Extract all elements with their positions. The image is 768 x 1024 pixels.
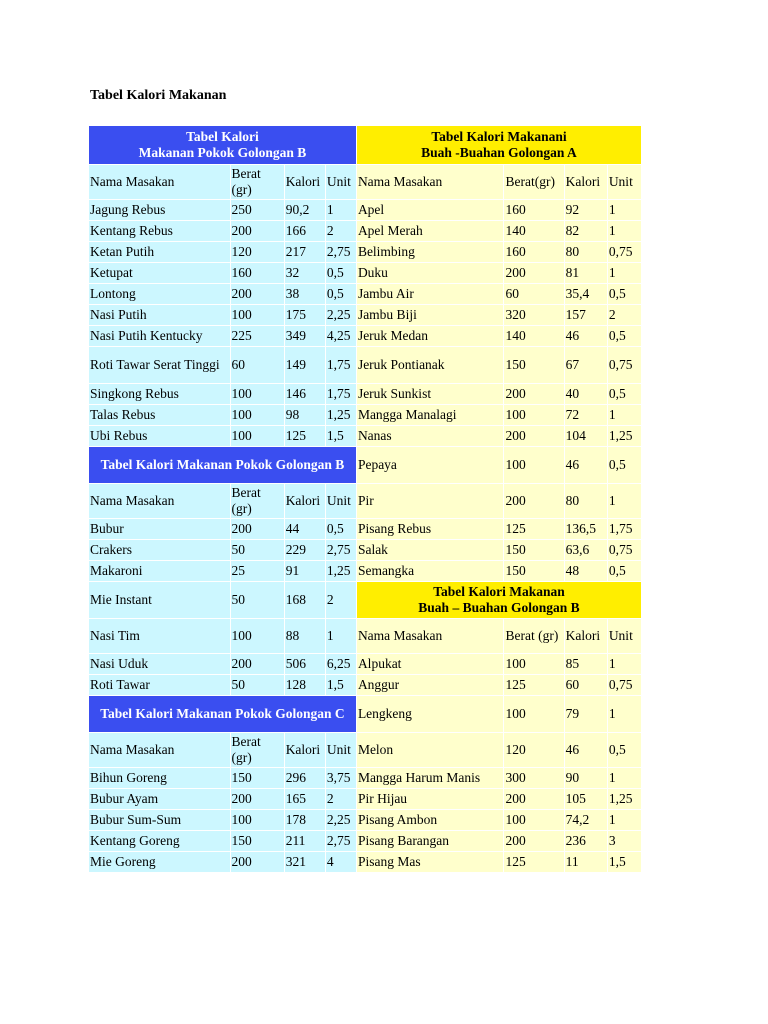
left-cell-unit: Unit [326,733,356,767]
right-cell-weight: 200 [504,484,563,518]
right-cell-weight: 100 [504,447,563,483]
right-cell-calories: 63,6 [565,540,607,560]
left-cell-weight: 100 [231,305,284,325]
right-cell-unit: 0,5 [608,384,641,404]
left-cell-unit: 3,75 [326,768,356,788]
right-cell-name: Pir [357,484,504,518]
right-cell-unit: 1 [608,810,641,830]
left-cell-calories: Kalori [285,484,325,518]
left-cell-name: Nasi Putih Kentucky [89,326,230,346]
section-header-line: Tabel Kalori [186,129,259,144]
left-cell-unit: 2 [326,582,356,618]
right-cell-unit: 0,5 [608,561,641,581]
left-cell-calories: 149 [285,347,325,383]
table-row [89,447,641,483]
table-row [89,326,641,346]
left-cell-name: Kentang Rebus [89,221,230,241]
left-cell-calories: 168 [285,582,325,618]
table-row [89,221,641,241]
left-cell-unit: 0,5 [326,263,356,283]
section-header-line: Tabel Kalori Makanan [433,584,565,599]
table-row [89,733,641,767]
table-row [89,675,641,695]
left-cell-calories: 175 [285,305,325,325]
right-cell-name: Alpukat [357,654,504,674]
right-cell-name: Apel Merah [357,221,504,241]
right-cell-weight: 125 [504,675,563,695]
left-cell-unit: 6,25 [326,654,356,674]
right-cell-calories: 46 [565,326,607,346]
right-cell-name: Jeruk Sunkist [357,384,504,404]
right-cell-weight: 300 [504,768,563,788]
left-cell-weight: 250 [231,200,284,220]
right-cell-weight: 100 [504,696,563,732]
table-row [89,696,641,732]
right-cell-calories: 104 [565,426,607,446]
right-cell-name: Jeruk Medan [357,326,504,346]
left-cell-unit: 2,25 [326,810,356,830]
right-cell-calories: 48 [565,561,607,581]
table-row [89,165,641,199]
left-cell-name: Singkong Rebus [89,384,230,404]
right-cell-unit: 1 [608,484,641,518]
left-cell-weight: 50 [231,540,284,560]
right-cell-weight: 320 [504,305,563,325]
right-cell-name: Jambu Biji [357,305,504,325]
left-cell-name: Bubur Ayam [89,789,230,809]
left-cell-name: Lontong [89,284,230,304]
left-cell-calories: Kalori [285,733,325,767]
right-cell-name: Mangga Manalagi [357,405,504,425]
table-row [89,619,641,653]
table-row [89,384,641,404]
left-cell-unit: 1,5 [326,675,356,695]
right-cell-name: Pisang Barangan [357,831,504,851]
left-cell-unit: 2,75 [326,540,356,560]
left-cell-calories: 165 [285,789,325,809]
table-row [89,484,641,518]
left-cell-weight: 100 [231,405,284,425]
right-cell-calories: 60 [565,675,607,695]
right-cell-name: Nama Masakan [357,165,504,199]
left-cell-unit: 1,25 [326,561,356,581]
left-cell-calories: Kalori [285,165,325,199]
section-header-line: Buah -Buahan Golongan A [421,145,577,160]
right-cell-weight: 150 [504,347,563,383]
page-title: Tabel Kalori Makanan [90,88,227,103]
left-cell-unit: 4 [326,852,356,872]
calorie-table [88,125,642,873]
left-cell-calories: 90,2 [285,200,325,220]
left-cell-name: Bubur Sum-Sum [89,810,230,830]
right-cell-weight: 160 [504,242,563,262]
left-cell-name: Mie Instant [89,582,230,618]
left-cell-calories: 98 [285,405,325,425]
left-cell-calories: 125 [285,426,325,446]
right-cell-unit: 1 [608,768,641,788]
section-header: Tabel Kalori Makanan Pokok Golongan C [89,696,356,732]
left-cell-calories: 217 [285,242,325,262]
left-cell-weight: 200 [231,789,284,809]
right-cell-calories: 81 [565,263,607,283]
left-cell-weight: 25 [231,561,284,581]
left-cell-weight: 160 [231,263,284,283]
right-cell-calories: 85 [565,654,607,674]
left-cell-weight: 100 [231,619,284,653]
right-cell-unit: 0,75 [608,675,641,695]
right-cell-calories: 92 [565,200,607,220]
left-cell-calories: 88 [285,619,325,653]
table-row [89,347,641,383]
table-row [89,810,641,830]
table-row [89,582,641,618]
left-cell-unit: 2 [326,789,356,809]
right-cell-unit: 1 [608,200,641,220]
left-cell-name: Ketan Putih [89,242,230,262]
right-cell-unit: 2 [608,305,641,325]
left-cell-weight: 225 [231,326,284,346]
right-cell-unit: 1 [608,405,641,425]
left-cell-unit: 2,75 [326,831,356,851]
left-cell-weight: 200 [231,852,284,872]
left-cell-name: Roti Tawar [89,675,230,695]
right-cell-weight: 100 [504,405,563,425]
left-cell-calories: 178 [285,810,325,830]
right-cell-unit: 1,25 [608,789,641,809]
left-cell-calories: 128 [285,675,325,695]
section-header [357,582,641,618]
right-cell-name: Pir Hijau [357,789,504,809]
right-cell-name: Belimbing [357,242,504,262]
left-cell-unit: 1 [326,619,356,653]
right-cell-calories: 74,2 [565,810,607,830]
left-cell-name: Nama Masakan [89,165,230,199]
right-cell-calories: 79 [565,696,607,732]
right-cell-calories: 136,5 [565,519,607,539]
left-cell-unit: 2,75 [326,242,356,262]
table-row [89,768,641,788]
right-cell-weight: 140 [504,221,563,241]
left-cell-name: Bubur [89,519,230,539]
right-cell-unit: 0,5 [608,447,641,483]
left-cell-unit: 1,75 [326,347,356,383]
section-header [89,126,356,164]
left-cell-unit: 1,5 [326,426,356,446]
right-cell-calories: 80 [565,484,607,518]
right-cell-unit: 0,75 [608,347,641,383]
right-cell-unit: 0,75 [608,242,641,262]
left-cell-name: Ketupat [89,263,230,283]
right-cell-name: Mangga Harum Manis [357,768,504,788]
left-cell-calories: 38 [285,284,325,304]
left-cell-weight: Berat (gr) [231,484,284,518]
table-row [89,540,641,560]
right-cell-weight: 200 [504,384,563,404]
right-cell-name: Jeruk Pontianak [357,347,504,383]
left-cell-weight: 200 [231,654,284,674]
table-row [89,242,641,262]
right-cell-weight: Berat(gr) [504,165,563,199]
right-cell-unit: 1 [608,654,641,674]
right-cell-unit: 1,75 [608,519,641,539]
left-cell-name: Nama Masakan [89,733,230,767]
right-cell-name: Nanas [357,426,504,446]
right-cell-name: Melon [357,733,504,767]
left-cell-weight: Berat (gr) [231,733,284,767]
right-cell-unit: Unit [608,619,641,653]
section-header-line: Buah – Buahan Golongan B [418,600,580,615]
right-cell-name: Semangka [357,561,504,581]
right-cell-calories: 46 [565,733,607,767]
right-cell-calories: 80 [565,242,607,262]
left-cell-calories: 349 [285,326,325,346]
right-cell-weight: 60 [504,284,563,304]
left-cell-weight: 100 [231,810,284,830]
right-cell-calories: 67 [565,347,607,383]
right-cell-calories: 82 [565,221,607,241]
right-cell-weight: 100 [504,810,563,830]
right-cell-calories: Kalori [565,619,607,653]
right-cell-weight: 120 [504,733,563,767]
left-cell-name: Jagung Rebus [89,200,230,220]
left-cell-name: Bihun Goreng [89,768,230,788]
table-row [89,654,641,674]
right-cell-calories: 40 [565,384,607,404]
table-row [89,852,641,872]
left-cell-name: Makaroni [89,561,230,581]
left-cell-weight: 120 [231,242,284,262]
left-cell-name: Ubi Rebus [89,426,230,446]
left-cell-calories: 166 [285,221,325,241]
right-cell-unit: Unit [608,165,641,199]
right-cell-name: Nama Masakan [357,619,504,653]
right-cell-name: Duku [357,263,504,283]
section-header-line: Makanan Pokok Golongan B [138,145,307,160]
right-cell-name: Pisang Ambon [357,810,504,830]
table-row [89,519,641,539]
right-cell-calories: 46 [565,447,607,483]
left-cell-weight: 50 [231,582,284,618]
right-cell-unit: 1 [608,263,641,283]
left-cell-name: Nasi Tim [89,619,230,653]
right-cell-unit: 1 [608,696,641,732]
table-row [89,561,641,581]
right-cell-weight: 125 [504,852,563,872]
left-cell-weight: Berat (gr) [231,165,284,199]
right-cell-weight: 150 [504,561,563,581]
right-cell-weight: 200 [504,263,563,283]
left-cell-name: Nasi Putih [89,305,230,325]
right-cell-name: Salak [357,540,504,560]
right-cell-weight: Berat (gr) [504,619,563,653]
right-cell-calories: 35,4 [565,284,607,304]
left-cell-weight: 100 [231,384,284,404]
table-row [89,284,641,304]
right-cell-name: Pisang Rebus [357,519,504,539]
right-cell-calories: 11 [565,852,607,872]
left-cell-weight: 200 [231,519,284,539]
left-cell-weight: 100 [231,426,284,446]
left-cell-calories: 91 [285,561,325,581]
left-cell-name: Nasi Uduk [89,654,230,674]
right-cell-weight: 100 [504,654,563,674]
right-cell-name: Pisang Mas [357,852,504,872]
table-row [89,831,641,851]
left-cell-name: Mie Goreng [89,852,230,872]
right-cell-unit: 0,5 [608,326,641,346]
left-cell-weight: 200 [231,284,284,304]
right-cell-name: Apel [357,200,504,220]
left-cell-unit: Unit [326,484,356,518]
right-cell-weight: 200 [504,789,563,809]
left-cell-unit: 4,25 [326,326,356,346]
right-cell-unit: 3 [608,831,641,851]
table-row [89,126,641,164]
left-cell-unit: 0,5 [326,519,356,539]
right-cell-calories: 90 [565,768,607,788]
section-header [357,126,641,164]
left-cell-name: Roti Tawar Serat Tinggi [89,347,230,383]
table-row [89,405,641,425]
left-cell-calories: 229 [285,540,325,560]
right-cell-calories: 236 [565,831,607,851]
right-cell-calories: Kalori [565,165,607,199]
left-cell-unit: 0,5 [326,284,356,304]
table-row [89,263,641,283]
left-cell-weight: 200 [231,221,284,241]
section-header: Tabel Kalori Makanan Pokok Golongan B [89,447,356,483]
left-cell-unit: 1,75 [326,384,356,404]
left-cell-calories: 146 [285,384,325,404]
right-cell-calories: 157 [565,305,607,325]
right-cell-name: Anggur [357,675,504,695]
left-cell-unit: 1,25 [326,405,356,425]
left-cell-calories: 321 [285,852,325,872]
right-cell-weight: 160 [504,200,563,220]
table-row [89,200,641,220]
right-cell-calories: 105 [565,789,607,809]
right-cell-unit: 0,5 [608,284,641,304]
right-cell-weight: 200 [504,426,563,446]
right-cell-name: Lengkeng [357,696,504,732]
section-header-line: Tabel Kalori Makanani [431,129,567,144]
left-cell-calories: 44 [285,519,325,539]
right-cell-weight: 140 [504,326,563,346]
right-cell-unit: 0,75 [608,540,641,560]
left-cell-weight: 150 [231,768,284,788]
table-row [89,305,641,325]
right-cell-weight: 150 [504,540,563,560]
left-cell-calories: 211 [285,831,325,851]
right-cell-unit: 0,5 [608,733,641,767]
left-cell-unit: Unit [326,165,356,199]
right-cell-calories: 72 [565,405,607,425]
left-cell-weight: 60 [231,347,284,383]
left-cell-name: Crakers [89,540,230,560]
left-cell-calories: 506 [285,654,325,674]
table-row [89,426,641,446]
left-cell-name: Talas Rebus [89,405,230,425]
left-cell-weight: 150 [231,831,284,851]
left-cell-unit: 2,25 [326,305,356,325]
right-cell-unit: 1,25 [608,426,641,446]
right-cell-weight: 125 [504,519,563,539]
left-cell-weight: 50 [231,675,284,695]
right-cell-name: Jambu Air [357,284,504,304]
right-cell-weight: 200 [504,831,563,851]
left-cell-unit: 2 [326,221,356,241]
left-cell-calories: 296 [285,768,325,788]
right-cell-unit: 1 [608,221,641,241]
left-cell-calories: 32 [285,263,325,283]
table-row [89,789,641,809]
left-cell-unit: 1 [326,200,356,220]
left-cell-name: Nama Masakan [89,484,230,518]
right-cell-unit: 1,5 [608,852,641,872]
left-cell-name: Kentang Goreng [89,831,230,851]
right-cell-name: Pepaya [357,447,504,483]
